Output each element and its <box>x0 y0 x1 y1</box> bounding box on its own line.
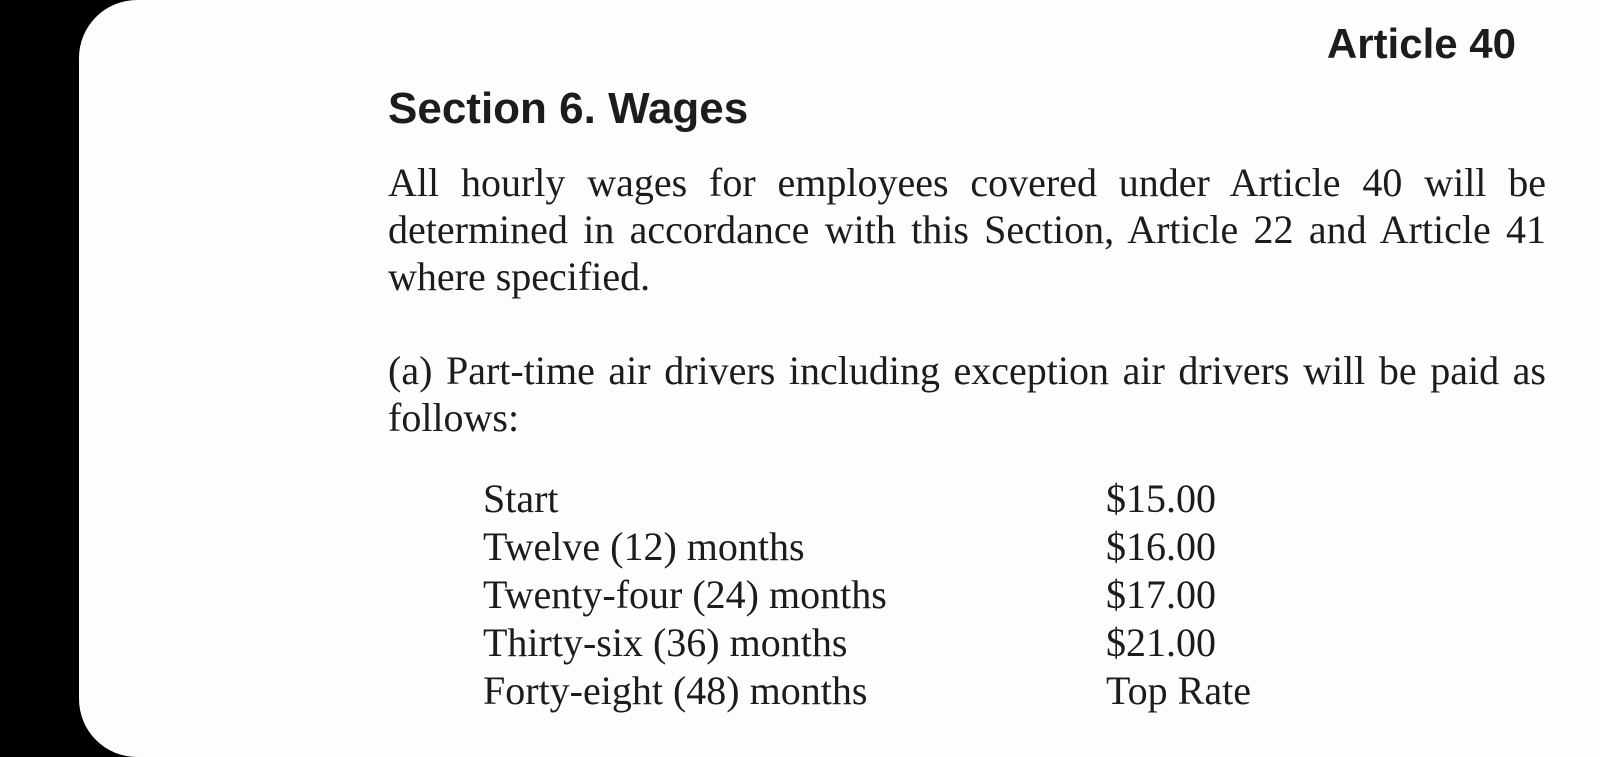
wage-period: Start <box>483 476 559 521</box>
table-row <box>483 523 1251 571</box>
table-row <box>483 667 1251 715</box>
wage-period: Twenty-four (24) months <box>483 572 887 617</box>
wage-period: Forty-eight (48) months <box>483 668 868 713</box>
section-title: Section 6. Wages <box>388 84 749 133</box>
wage-rate: $21.00 <box>1106 620 1216 665</box>
wage-period: Twelve (12) months <box>483 524 805 569</box>
article-label: Article 40 <box>1326 20 1516 67</box>
intro-paragraph: All hourly wages for employees covered under Article 40 will be determined in accordance with this Section, Article 22 and Article 41 where specified. <box>388 160 1546 299</box>
wage-rate: Top Rate <box>1106 668 1251 713</box>
wage-rate: $16.00 <box>1106 524 1216 569</box>
table-row <box>483 475 1251 523</box>
wage-schedule-table <box>483 475 1251 715</box>
wage-period: Thirty-six (36) months <box>483 620 848 665</box>
document-page <box>79 0 1600 757</box>
table-row <box>483 619 1251 667</box>
clause-a-paragraph: (a) Part-time air drivers including exception air drivers will be paid as follows: <box>388 348 1546 440</box>
wage-rate: $17.00 <box>1106 572 1216 617</box>
table-row <box>483 571 1251 619</box>
wage-rate: $15.00 <box>1106 476 1216 521</box>
